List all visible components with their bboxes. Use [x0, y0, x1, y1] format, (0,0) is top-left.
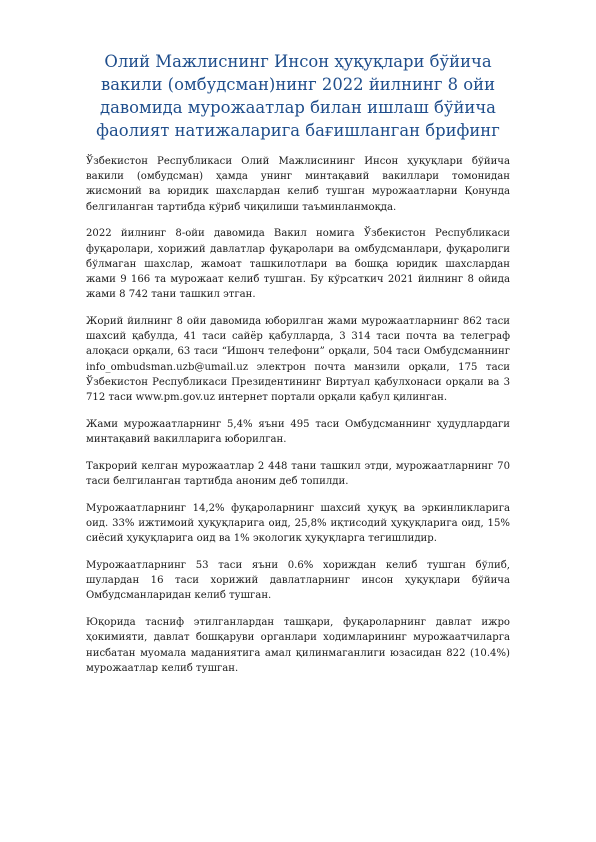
paragraph-regional-representatives: Жами мурожаатларнинг 5,4% яъни 495 таси Омбудсманнинг ҳудудлардаги минтақавий вакилларига юборилган. — [86, 418, 510, 446]
paragraph-total-appeals: 2022 йилнинг 8-ойи давомида Вакил номига Ўзбекистон Республикаси фуқаролари, хорижий давлатлар фуқаролари ва омбудсманлари, фуқаролиги бўлмаган шахслар, жамоат ташкилотлари ва бошқа юридик шахслардан жами 9 166 та мурожаат келиб тушган. Бу кўрсаткич 2021 йилнинг 8 ойида жами 8 742 тани ташкил этган. — [86, 228, 510, 301]
paragraph-appeal-channels: Жорий йилнинг 8 ойи давомида юборилган жами мурожаатларнинг 862 таси шахсий қабулда, 41 таси сайёр қабулларда, 3 314 таси почта ва телеграф алоқаси орқали, 63 таси “Ишонч телефони” орқали, 504 таси Омбудсманнинг info_ombudsman.uzb@umail.uz электрон почта манзили орқали, 175 таси Ўзбекистон Республикаси Президентининг Виртуал қабулхонаси орқали ва 3 712 таси www.pm.gov.uz интернет портали орқали қабул қилинган. — [86, 316, 510, 404]
paragraph-repeat-appeals: Такрорий келган мурожаатлар 2 448 тани ташкил этди, мурожаатларнинг 70 таси белгиланган тартибда аноним деб топилди. — [86, 460, 510, 488]
paragraph-conduct-complaints: Юқорида тасниф этилганлардан ташқари, фуқароларнинг давлат ижро ҳокимияти, давлат бошқаруви органлари ходимларининг мурожаатчиларга нисбатан муомала маданиятига амал қилинмаганлиги юзасидан 822 (10.4%) мурожаатлар келиб тушган. — [86, 617, 510, 674]
paragraph-rights-breakdown: Мурожаатларнинг 14,2% фуқароларнинг шахсий ҳуқуқ ва эркинликларига оид. 33% ижтимоий ҳуқуқларига оид, 25,8% иқтисодий ҳуқуқларига оид, 15% сиёсий ҳуқуқларига оид ва 1% экологик ҳуқуқларга тегишлидир. — [86, 502, 510, 545]
paragraph-foreign-appeals: Мурожаатларнинг 53 таси яъни 0.6% хориждан келиб тушган бўлиб, шулардан 16 таси хорижий давлатларнинг инсон ҳуқуқлари бўйича Омбудсманларидан келиб тушган. — [86, 560, 510, 602]
document-title: Олий Мажлиснинг Инсон ҳуқуқлари бўйича вакили (омбудсман)нинг 2022 йилнинг 8 ойи давомида мурожаатлар билан ишлаш бўйича фаолият натижаларига бағишланган брифинг — [96, 52, 500, 140]
paragraph-intro: Ўзбекистон Республикаси Олий Мажлисининг Инсон ҳуқуқлари бўйича вакили (омбудсман) ҳамда унинг минтақавий вакиллари томонидан жисмоний ва юридик шахслардан келиб тушган мурожаатларни Қонунда белгиланган тартибда кўриб чиқилиши таъминланмоқда. — [86, 156, 510, 213]
